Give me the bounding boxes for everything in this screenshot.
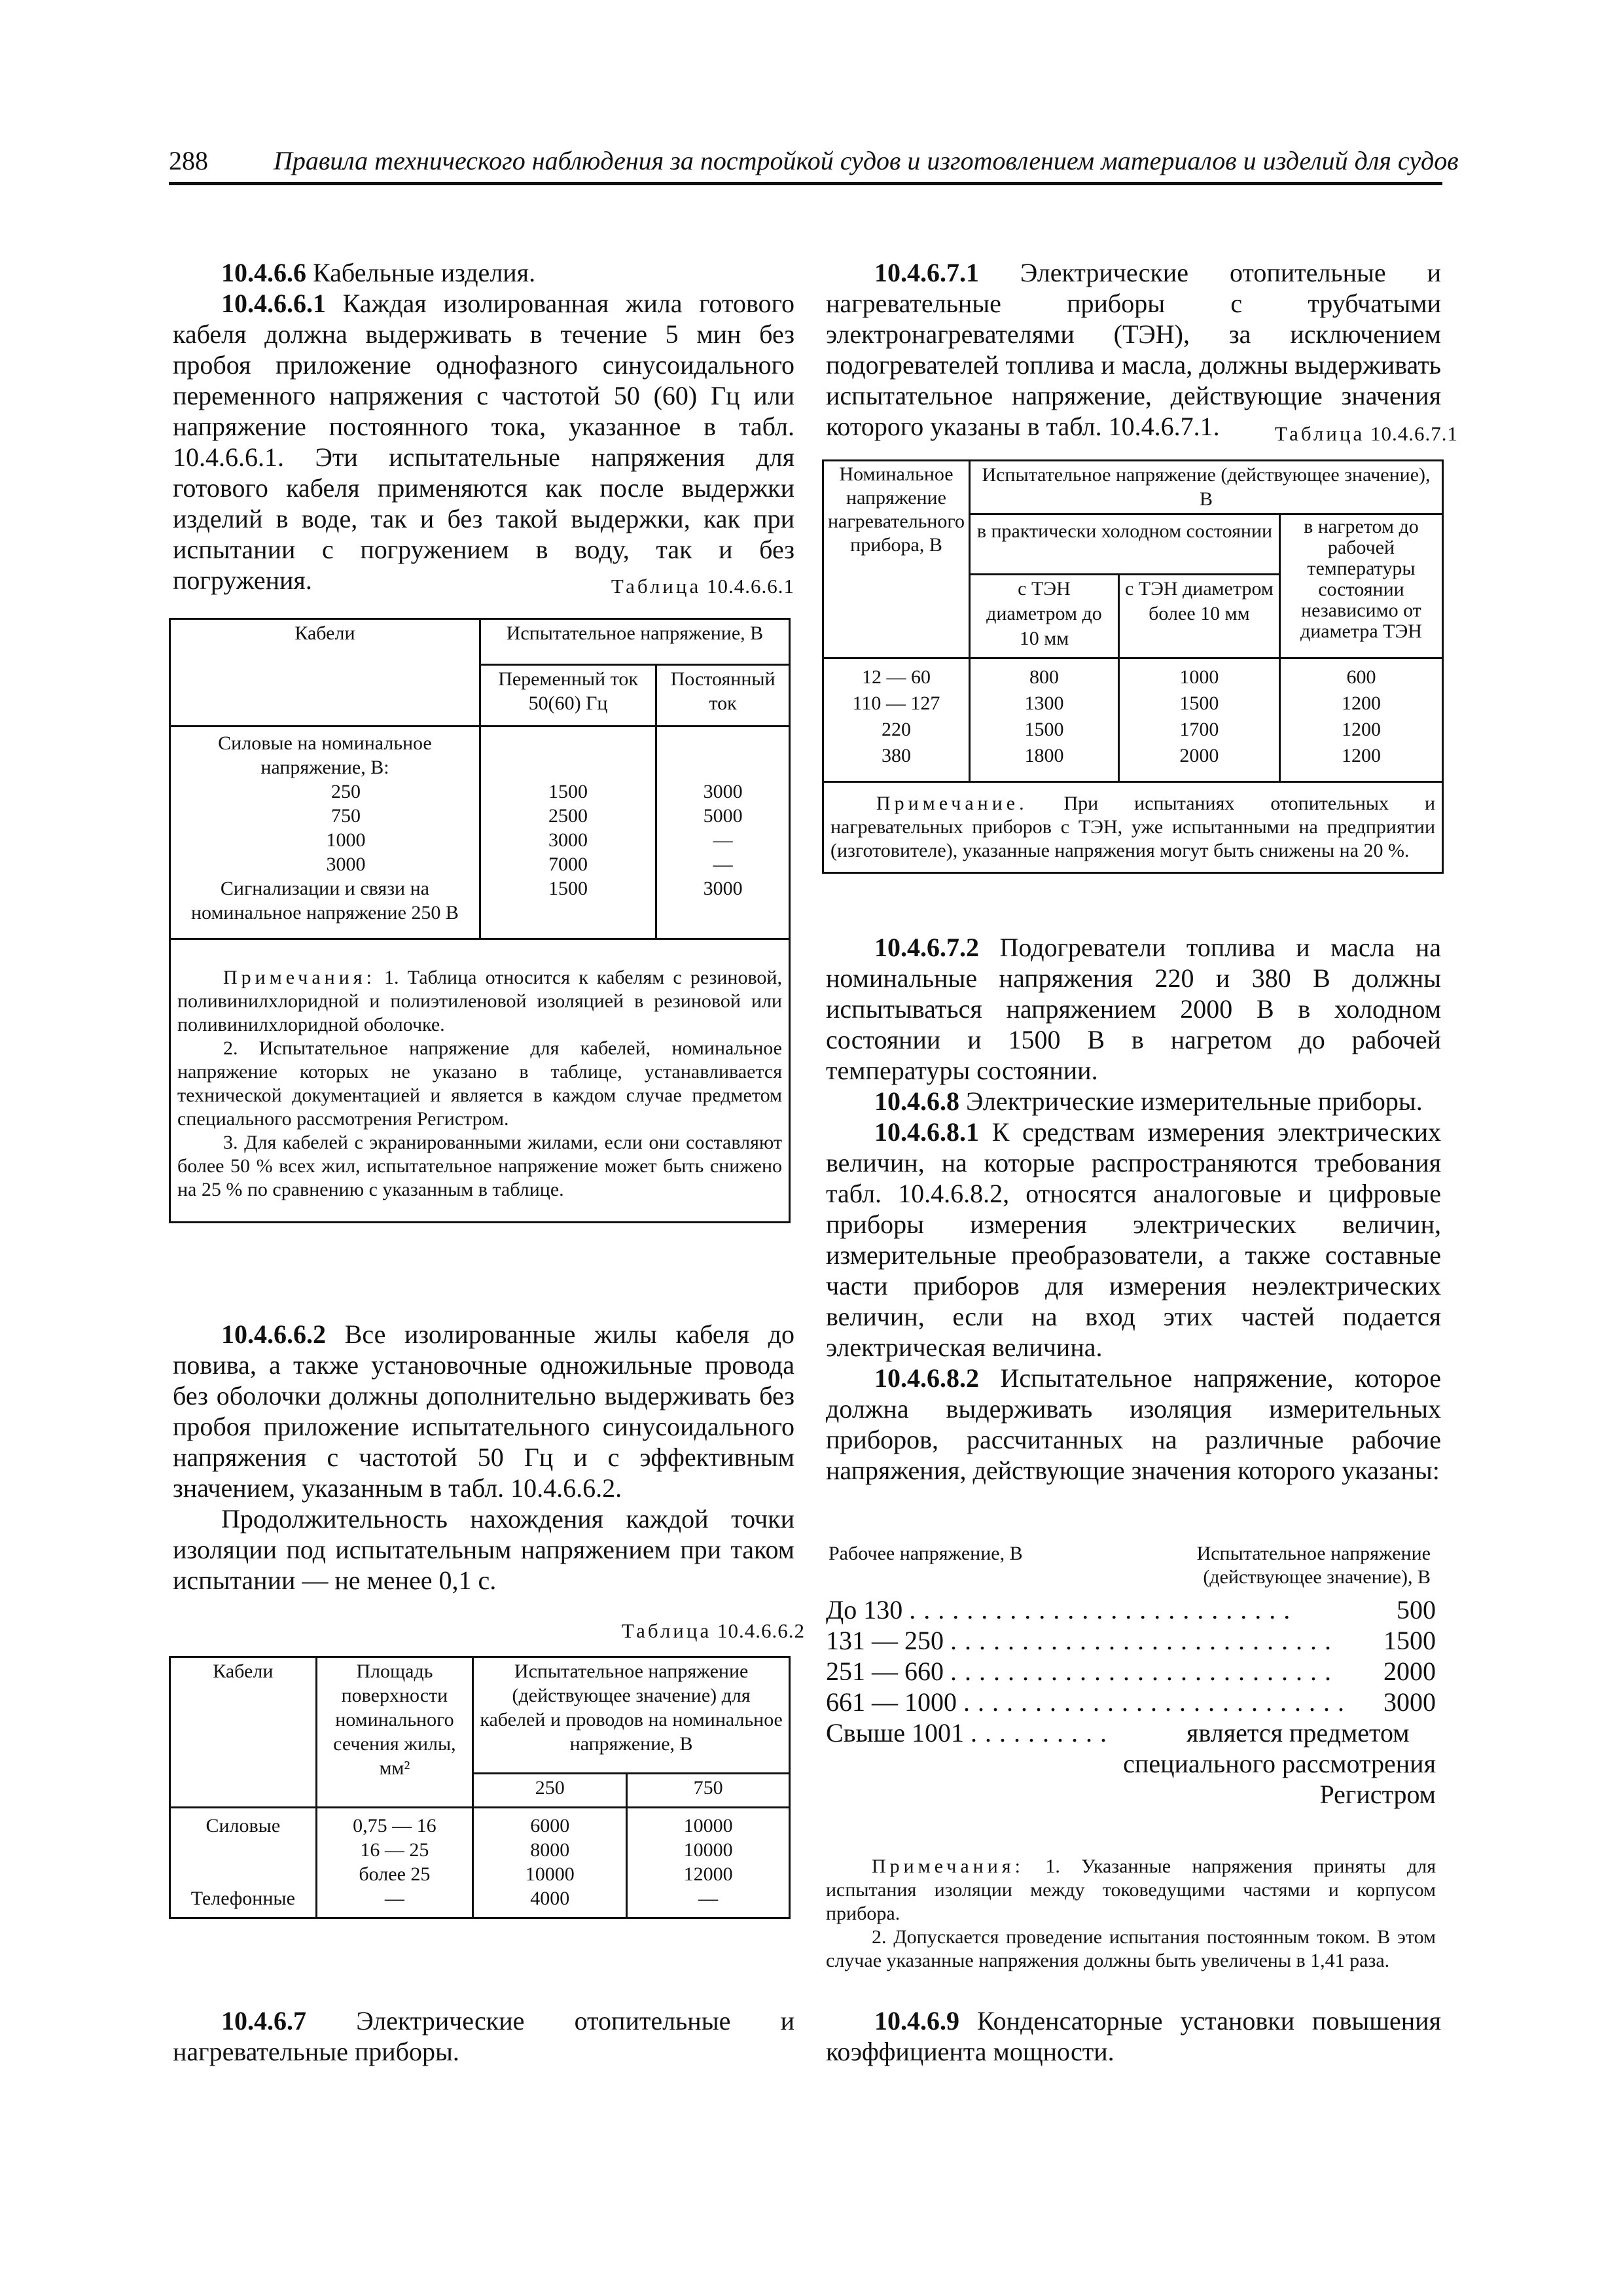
table-10-4-6-6-2	[169, 1656, 791, 1919]
table-10-4-6-6-1	[169, 618, 791, 1223]
cell-area: 0,75 — 16	[353, 1815, 437, 1837]
section-10-4-6-8-2: 10.4.6.8.2 Испытательное напряжение, которое должна выдерживать изоляция измерительных приборов, рассчитанных на различные рабочие напряжения, действующие значения которого указаны:	[826, 1363, 1441, 1485]
header-ac: Переменный ток 50(60) Гц	[480, 665, 656, 726]
cell-value: 1800	[1024, 745, 1064, 766]
left-column-bottom	[173, 2005, 794, 2067]
cell-value: 800	[1029, 666, 1059, 688]
section-10-4-6-7: 10.4.6.7 Электрические отопительные и нагревательные приборы.	[173, 2006, 794, 2066]
header-750: 750	[627, 1774, 790, 1808]
table-column-cables	[170, 1808, 317, 1918]
table-notes: Примечания: 1. Таблица относится к кабелям с резиновой, поливинилхлоридной и полиэтиленовой изоляцией в резиновой или поливинилхлоридной оболочке. 2. Испытательное напряжение для кабелей, номинальное напряжение которых не указано в таблице, устанавливается технической документацией и является в каждом случае предметом специального рассмотрения Регистром. 3. Для кабелей с экранированными жилами, если они составляют более 50 % всех жил, испытательное напряжение может быть снижено на 25 % по сравнению с указанным в таблице.	[170, 939, 790, 1223]
cell-ac: 1500	[548, 878, 588, 899]
table-column-le10	[969, 658, 1118, 782]
cell-value: 1200	[1341, 745, 1381, 766]
header-dc: Постоянный ток	[656, 665, 790, 726]
cell-telephone: Телефонные	[190, 1888, 295, 1909]
table-column-hot	[1279, 658, 1442, 782]
table-row-labels	[170, 726, 480, 939]
cell-ac: 7000	[548, 853, 588, 875]
cell-area: более 25	[359, 1863, 431, 1885]
table-10-4-6-6-2-caption: Таблица 10.4.6.6.2	[621, 1619, 805, 1642]
list-item: 251 — 660 ........................... 2000	[826, 1657, 1436, 1686]
cell-area: 16 — 25	[360, 1839, 429, 1861]
header-le10: с ТЭН диаметром до 10 мм	[969, 575, 1118, 658]
cell-dc: 3000	[703, 878, 743, 899]
page-number: 288	[169, 146, 208, 175]
right-column-top	[826, 257, 1441, 442]
cell-value: 6000	[530, 1815, 570, 1837]
list-header-working-voltage: Рабочее напряжение, В	[829, 1543, 1023, 1564]
row-label: 250	[330, 781, 361, 802]
running-title: Правила технического наблюдения за постройкой судов и изготовлением материалов и изделий для судов	[274, 146, 1459, 175]
row-label: 750	[330, 805, 361, 827]
section-10-4-6-6-1: 10.4.6.6.1 Каждая изолированная жила готового кабеля должна выдерживать в течение 5 мин без пробоя приложение однофазного синусоидального переменного напряжения с частотой 50 (60) Гц или напряжение постоянного тока, указанное в табл. 10.4.6.6.1. Эти испытательные напряжения для готового кабеля применяются как после выдержки изделий в воде, так и без такой выдержки, как при испытании с погружением в воду, так и без погружения.	[173, 289, 794, 595]
cell-nominal: 12 — 60	[861, 666, 931, 688]
cell-value: 1200	[1341, 719, 1381, 740]
header-cables: Кабели	[170, 619, 480, 726]
paragraph-duration: Продолжительность нахождения каждой точки изоляции под испытательным напряжением при таком испытании — не менее 0,1 с.	[173, 1504, 794, 1595]
section-10-4-6-8-1: 10.4.6.8.1 К средствам измерения электрических величин, на которые распространяются требования табл. 10.4.6.8.2, относятся аналоговые и цифровые приборы измерения электрических величин, измерительные преобразователи, а также составные части приборов для измерения неэлектрических величин, если на вход этих частей подается электрическая величина.	[826, 1117, 1441, 1362]
page-header	[169, 143, 1459, 185]
row-label: 3000	[326, 853, 366, 875]
cell-dc: —	[713, 853, 733, 875]
section-10-4-6-6-2: 10.4.6.6.2 Все изолированные жилы кабеля до повива, а также установочные одножильные провода без оболочки должны дополнительно выдерживать без пробоя приложение испытательного синусоидального напряжения с частотой 50 Гц и с эффективным значением, указанным в табл. 10.4.6.6.2.	[173, 1319, 794, 1503]
section-10-4-6-8: 10.4.6.8 Электрические измерительные приборы.	[874, 1086, 1423, 1116]
cell-dc: 3000	[703, 781, 743, 802]
cell-nominal: 220	[881, 719, 911, 740]
cell-value: —	[698, 1888, 719, 1909]
table-column-ac	[480, 726, 656, 939]
cell-value: 12000	[683, 1863, 733, 1885]
header-hot: в нагретом до рабочей температуры состоянии независимо от диаметра ТЭН	[1279, 514, 1442, 658]
list-item-continuation: специального рассмотрения	[1123, 1749, 1436, 1778]
list-item: Свыше 1001 .......... является предметом	[826, 1718, 1410, 1748]
cell-ac: 3000	[548, 829, 588, 851]
cell-power: Силовые	[205, 1815, 281, 1837]
header-test-voltage: Испытательное напряжение, В	[480, 619, 789, 665]
cell-value: 8000	[530, 1839, 570, 1861]
cell-area: —	[384, 1888, 404, 1909]
cell-dc: —	[713, 829, 733, 851]
left-column-middle	[173, 1319, 794, 1596]
header-gt10: с ТЭН диаметром более 10 мм	[1118, 575, 1279, 658]
cell-value: 1200	[1341, 692, 1381, 714]
cell-value: 2000	[1179, 745, 1219, 766]
section-10-4-6-7-1: 10.4.6.7.1 Электрические отопительные и нагревательные приборы с трубчатыми электронагревателями (ТЭН), за исключением подогревателей топлива и масла, должны выдерживать испытательное напряжение, действующие значения которого указаны в табл. 10.4.6.7.1.	[826, 258, 1441, 441]
cell-value: 10000	[525, 1863, 575, 1885]
table-column-dc	[656, 726, 790, 939]
table-10-4-6-7-1-caption: Таблица 10.4.6.7.1	[1274, 422, 1458, 445]
list-header-test-voltage: Испытательное напряжение (действующее значение), В	[1196, 1543, 1431, 1588]
list-item: 661 — 1000 ........................... 3000	[826, 1687, 1436, 1717]
row-label-signal: Сигнализации и связи на номинальное напряжение 250 В	[190, 878, 459, 924]
list-item-continuation: Регистром	[1319, 1780, 1436, 1809]
table-column-750	[627, 1808, 790, 1918]
cell-value: 4000	[530, 1888, 570, 1909]
table-10-4-6-7-1	[822, 459, 1444, 874]
table-column-250	[473, 1808, 627, 1918]
section-10-4-6-7-2: 10.4.6.7.2 Подогреватели топлива и масла на номинальные напряжения 220 и 380 В должны испытываться напряжением 2000 В в холодном состоянии и 1500 В в нагретом до рабочей температуры состоянии.	[826, 933, 1441, 1085]
cell-ac: 1500	[548, 781, 588, 802]
header-area: Площадь поверхности номинального сечения жилы, мм²	[316, 1657, 473, 1808]
right-column-middle	[826, 932, 1441, 1486]
table-10-4-6-6-1-caption: Таблица 10.4.6.6.1	[611, 575, 794, 598]
group-label-power: Силовые на номинальное напряжение, В:	[218, 732, 432, 778]
header-250: 250	[473, 1774, 627, 1808]
header-test-voltage: Испытательное напряжение (действующее значение) для кабелей и проводов на номинальное напряжение, В	[473, 1657, 790, 1774]
table-note: Примечание. При испытаниях отопительных и нагревательных приборов с ТЭН, уже испытанными на предприятии (изготовителе), указанные напряжения могут быть снижены на 20 %.	[823, 782, 1443, 873]
header-test-voltage: Испытательное напряжение (действующее значение), В	[969, 461, 1442, 514]
table-column-nominal	[823, 658, 970, 782]
cell-ac: 2500	[548, 805, 588, 827]
cell-value: 1500	[1024, 719, 1064, 740]
cell-nominal: 380	[881, 745, 911, 766]
cell-value: 1700	[1179, 719, 1219, 740]
cell-value: 1000	[1179, 666, 1219, 688]
cell-value: 1300	[1024, 692, 1064, 714]
table-column-gt10	[1118, 658, 1279, 782]
cell-value: 600	[1346, 666, 1376, 688]
cell-value: 10000	[683, 1839, 733, 1861]
list-item: 131 — 250 ........................... 1500	[826, 1626, 1436, 1655]
cell-value: 10000	[683, 1815, 733, 1837]
right-column-bottom	[826, 2005, 1441, 2067]
section-10-4-6-6: 10.4.6.6 Кабельные изделия.	[221, 258, 536, 287]
cell-nominal: 110 — 127	[852, 692, 940, 714]
voltage-list	[826, 1594, 1436, 1810]
cell-value: 1500	[1179, 692, 1219, 714]
cell-dc: 5000	[703, 805, 743, 827]
header-cold: в практически холодном состоянии	[969, 514, 1279, 575]
row-label: 1000	[326, 829, 366, 851]
list-notes: Примечания: 1. Указанные напряжения приняты для испытания изоляции между токоведущими частями и корпусом прибора. 2. Допускается проведение испытания постоянным током. В этом случае указанные напряжения должны быть увеличены в 1,41 раза.	[826, 1856, 1436, 1971]
list-item: До 130 ........................... 500	[826, 1595, 1436, 1624]
section-10-4-6-9: 10.4.6.9 Конденсаторные установки повышения коэффициента мощности.	[826, 2006, 1441, 2066]
header-cables: Кабели	[170, 1657, 317, 1808]
left-column-top	[173, 257, 794, 596]
header-nominal-voltage: Номинальное напряжение нагревательного прибора, В	[823, 461, 970, 658]
table-column-area	[316, 1808, 473, 1918]
